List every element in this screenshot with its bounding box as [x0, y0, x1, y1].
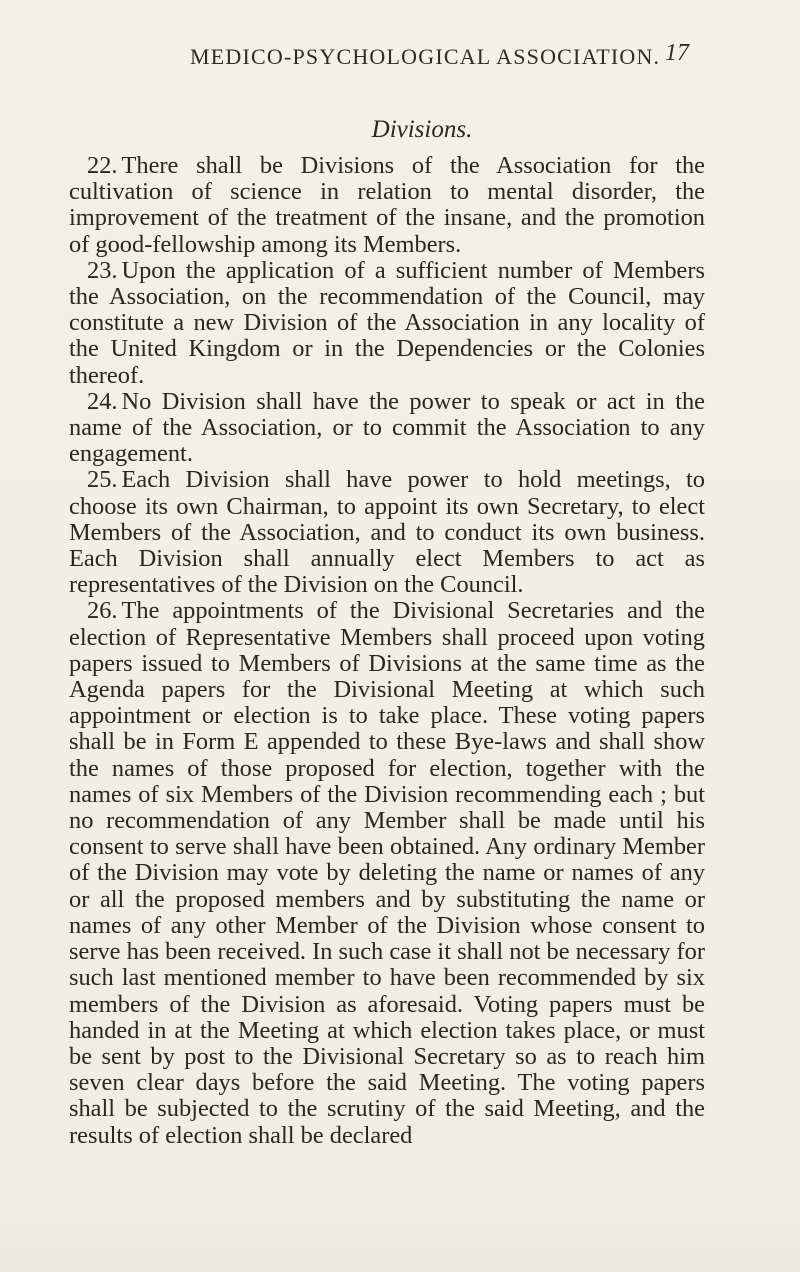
page-number: 17: [665, 40, 689, 66]
section-title: Divisions.: [371, 116, 473, 143]
paragraph-25: [69, 467, 705, 598]
paragraph-26: [69, 598, 705, 1148]
paragraph-text: The appointments of the Divisional Secretaries and the election of Representative Members shall proceed upon voting papers issued to Members of Divisions at the same time as the Agenda papers for the Divisional Meeting at which such appointment or election is to take place. These voting papers shall be in Form E appended to these Bye-laws and shall show the names of those proposed for election, together with the names of six Members of the Division recommending each ; but no recommendation of any Member shall be made until his consent to serve shall have been obtained. Any ordinary Member of the Division may vote by deleting the name or names of any or all the proposed members and by substituting the name or names of any other Member of the Division whose consent to serve has been received. In such case it shall not be necessary for such last mentioned member to have been recommended by six members of the Division as aforesaid. Voting papers must be handed in at the Meeting at which election takes place, or must be sent by post to the Divisional Secretary so as to reach him seven clear days before the said Meeting. The voting papers shall be subjected to the scrutiny of the said Meeting, and the results of election shall be declared: [69, 597, 705, 1149]
paragraph-number: 25.: [87, 466, 118, 494]
body-text: [69, 153, 705, 1149]
paragraph-number: 26.: [87, 597, 118, 625]
paragraph-text: Upon the application of a sufficient number of Members the Association, on the recommendation of the Council, may constitute a new Division of the Association in any locality of the United Kingdom or in the Dependencies or the Colonies thereof.: [69, 256, 705, 389]
paragraph-24: [69, 389, 705, 468]
paragraph-22: [69, 153, 705, 258]
paragraph-text: Each Division shall have power to hold meetings, to choose its own Chairman, to appoint its own Secretary, to elect Members of the Association, and to conduct its own business. Each Division shall annually elect Members to act as representatives of the Division on the Council.: [69, 466, 705, 599]
paragraph-text: There shall be Divisions of the Association for the cultivation of science in relation to mental disorder, the improvement of the treatment of the insane, and the promotion of good-fellowship among its Members.: [69, 152, 705, 258]
running-head: MEDICO-PSYCHOLOGICAL ASSOCIATION.: [190, 44, 661, 69]
paragraph-number: 22.: [87, 152, 118, 179]
paragraph-number: 23.: [87, 256, 118, 284]
paragraph-text: No Division shall have the power to speak or act in the name of the Association, or to commit the Association to any engagement.: [69, 387, 705, 468]
paragraph-number: 24.: [87, 387, 118, 415]
page-edge-shadow: [0, 1212, 800, 1272]
paragraph-23: [69, 258, 705, 389]
